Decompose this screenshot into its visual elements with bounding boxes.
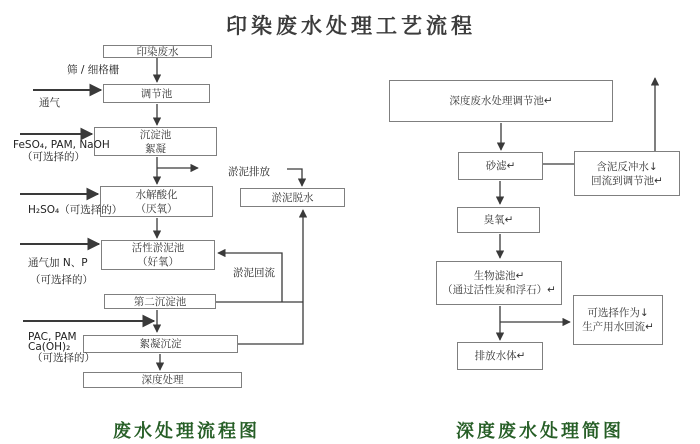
box-advanced-treatment: 深度处理 (83, 372, 242, 388)
box-sedimentation-line2: 絮凝 (145, 142, 166, 155)
box-ozone: 臭氧↵ (457, 207, 540, 233)
box-discharge-water: 排放水体↵ (457, 342, 543, 370)
box-hydrolysis-line1: 水解酸化 (135, 188, 178, 201)
box-sand-filter: 砂滤↵ (458, 152, 543, 180)
box-sludge-dewatering: 淤泥脱水 (240, 188, 345, 207)
box-activated-sludge-line2: （好氧） (137, 256, 179, 268)
label-feso4: FeSO₄, PAM, NaOH (13, 139, 110, 151)
box-second-sedimentation: 第二沉淀池 (104, 294, 216, 309)
box-biofilter-line2: （通过活性炭和浮石）↵ (442, 284, 556, 296)
page-title: 印染废水处理工艺流程 (226, 14, 476, 38)
box-biofilter-line1: 生物滤池↵ (473, 270, 525, 282)
label-optional-2: （可选择的） (30, 274, 93, 286)
label-pac-pam: PAC, PAM (28, 331, 77, 343)
label-optional-3: （可选择的） (32, 352, 95, 364)
box-dye-wastewater: 印染废水 (103, 45, 212, 58)
left-chart-caption: 废水处理流程图 (113, 421, 260, 442)
box-regulating-pool: 调节池 (103, 84, 210, 103)
box-sedimentation-line1: 沉淀池 (139, 128, 172, 141)
box-reuse-line1: 可选择作为↓ (587, 307, 649, 319)
box-reuse-water (573, 295, 663, 345)
label-screen: 筛 / 细格栅 (67, 64, 120, 76)
label-optional-1: （可选择的） (22, 151, 85, 163)
label-sludge-discharge: 淤泥排放 (228, 166, 270, 178)
right-chart-caption: 深度废水处理简图 (456, 421, 624, 442)
box-backwash-line2: 回流到调节池↵ (591, 174, 663, 187)
box-biofilter (436, 261, 562, 305)
box-activated-sludge (101, 240, 215, 270)
box-deep-regulating-pool: 深度废水处理调节池↵ (389, 80, 613, 122)
label-caoh2: Ca(OH)₂ (28, 341, 71, 353)
box-hydrolysis-line2: （厌氧） (135, 202, 178, 215)
box-backwash-line1: 含泥反冲水↓ (596, 160, 658, 173)
label-h2so4: H₂SO₄（可选择的） (28, 204, 123, 216)
box-sedimentation (94, 127, 217, 156)
box-activated-sludge-line1: 活性淤泥池 (131, 242, 185, 254)
label-aeration: 通气 (39, 97, 60, 109)
box-backwash-return (574, 151, 680, 196)
box-flocculation: 絮凝沉淀 (83, 335, 238, 353)
label-sludge-return: 淤泥回流 (233, 267, 275, 279)
label-aeration-np: 通气加 N、P (28, 257, 88, 269)
box-reuse-line2: 生产用水回流↵ (582, 321, 654, 333)
